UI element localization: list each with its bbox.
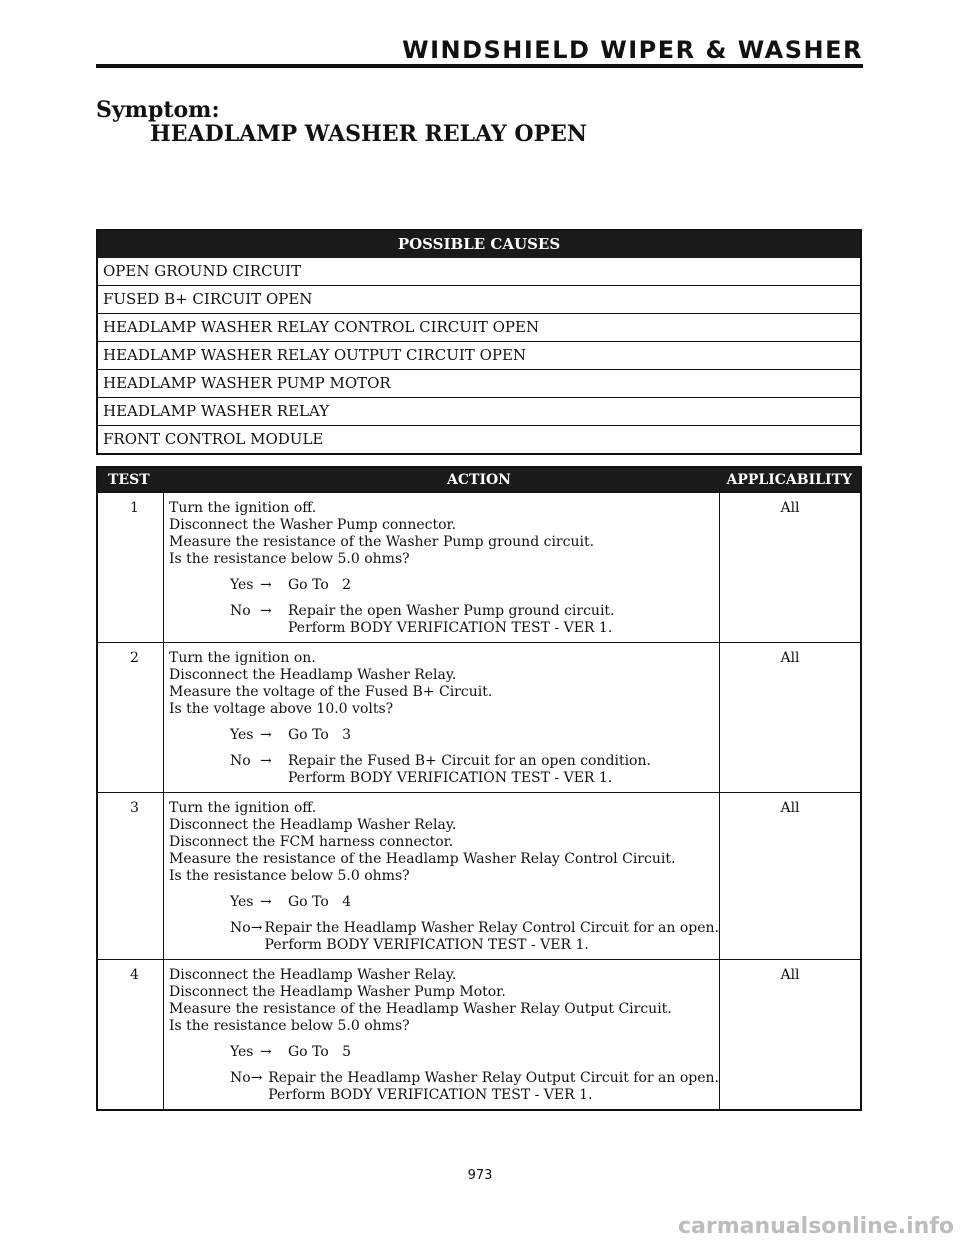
test-column-header: TEST [108, 472, 150, 488]
watermark: carmanualsonline.info [678, 1214, 954, 1239]
test-action [164, 793, 720, 959]
test-applicability: All [780, 500, 800, 516]
yes-label: Yes [230, 1044, 254, 1060]
test-step: Measure the voltage of the Fused B+ Circuit. [169, 684, 493, 700]
no-outcome: Repair the Headlamp Washer Relay Control Circuit for an open. Perform BODY VERIFICATION TEST - VER 1. [264, 920, 719, 953]
action-column-header: ACTION [447, 472, 511, 488]
test-step: Is the resistance below 5.0 ohms? [169, 551, 410, 567]
test-step: Turn the ignition off. [169, 500, 317, 516]
no-label: No [230, 753, 251, 769]
test-step: Disconnect the Headlamp Washer Relay. [169, 817, 457, 833]
test-table-header [98, 468, 860, 492]
test-step: Disconnect the Headlamp Washer Relay. [169, 667, 457, 683]
yes-outcome: Go To 2 [288, 577, 351, 593]
arrow-icon: → [260, 1044, 272, 1060]
possible-causes-table [96, 229, 862, 455]
cause-item: HEADLAMP WASHER RELAY [98, 397, 860, 425]
arrow-icon: → [250, 920, 263, 936]
test-step: Measure the resistance of the Headlamp Washer Relay Control Circuit. [169, 851, 676, 867]
test-step: Measure the resistance of the Headlamp Washer Relay Output Circuit. [169, 1001, 672, 1017]
no-result [169, 1070, 719, 1104]
arrow-icon: → [260, 894, 272, 910]
test-step: Disconnect the Headlamp Washer Relay. [169, 967, 457, 983]
test-applicability: All [780, 967, 800, 983]
test-step: Disconnect the Washer Pump connector. [169, 517, 457, 533]
test-row [98, 959, 860, 1109]
yes-result [169, 894, 719, 911]
test-step: Is the resistance below 5.0 ohms? [169, 1018, 410, 1034]
test-action [164, 493, 720, 642]
symptom-label: Symptom: [96, 97, 220, 123]
no-label: No [230, 603, 251, 619]
yes-label: Yes [230, 577, 254, 593]
arrow-icon: → [260, 577, 272, 593]
cause-item: HEADLAMP WASHER RELAY OUTPUT CIRCUIT OPEN [98, 341, 860, 369]
symptom-title: HEADLAMP WASHER RELAY OPEN [150, 121, 587, 147]
test-number: 3 [98, 793, 164, 959]
test-applicability: All [780, 650, 800, 666]
yes-label: Yes [230, 894, 254, 910]
cause-item: HEADLAMP WASHER PUMP MOTOR [98, 369, 860, 397]
cause-item: FRONT CONTROL MODULE [98, 425, 860, 453]
yes-label: Yes [230, 727, 254, 743]
applicability-column-header: APPLICABILITY [726, 472, 852, 488]
no-outcome: Repair the Headlamp Washer Relay Output Circuit for an open. Perform BODY VERIFICATION TEST - VER 1. [268, 1070, 719, 1103]
arrow-icon: → [260, 603, 272, 619]
no-label: No [230, 920, 251, 936]
test-step: Turn the ignition off. [169, 800, 317, 816]
yes-result [169, 727, 719, 744]
test-action [164, 960, 720, 1109]
test-row [98, 492, 860, 642]
test-step: Turn the ignition on. [169, 650, 316, 666]
test-number: 4 [98, 960, 164, 1109]
no-result [169, 753, 719, 787]
arrow-icon: → [250, 1070, 263, 1086]
page-number: 973 [467, 1168, 493, 1183]
no-result [169, 920, 719, 954]
test-step: Disconnect the Headlamp Washer Pump Motor. [169, 984, 506, 1000]
test-rows [98, 492, 860, 1109]
header-rule [96, 64, 863, 68]
cause-item: HEADLAMP WASHER RELAY CONTROL CIRCUIT OPEN [98, 313, 860, 341]
yes-outcome: Go To 3 [288, 727, 351, 743]
test-row [98, 792, 860, 959]
test-step: Is the resistance below 5.0 ohms? [169, 868, 410, 884]
yes-result [169, 1044, 719, 1061]
test-action [164, 643, 720, 792]
yes-outcome: Go To 4 [288, 894, 351, 910]
test-row [98, 642, 860, 792]
test-step: Is the voltage above 10.0 volts? [169, 701, 394, 717]
test-applicability: All [780, 800, 800, 816]
test-number: 1 [98, 493, 164, 642]
arrow-icon: → [260, 753, 272, 769]
test-action-table [96, 466, 862, 1111]
section-title: WINDSHIELD WIPER & WASHER [402, 36, 863, 64]
yes-result [169, 577, 719, 594]
cause-item: FUSED B+ CIRCUIT OPEN [98, 285, 860, 313]
no-outcome: Repair the Fused B+ Circuit for an open condition. Perform BODY VERIFICATION TEST - VER 1. [288, 753, 651, 786]
test-number: 2 [98, 643, 164, 792]
no-label: No [230, 1070, 251, 1086]
test-step: Disconnect the FCM harness connector. [169, 834, 454, 850]
possible-causes-heading: POSSIBLE CAUSES [98, 231, 860, 258]
yes-outcome: Go To 5 [288, 1044, 351, 1060]
test-step: Measure the resistance of the Washer Pump ground circuit. [169, 534, 595, 550]
cause-item: OPEN GROUND CIRCUIT [103, 262, 302, 280]
no-result [169, 603, 719, 637]
arrow-icon: → [260, 727, 272, 743]
no-outcome: Repair the open Washer Pump ground circuit. Perform BODY VERIFICATION TEST - VER 1. [288, 603, 615, 636]
